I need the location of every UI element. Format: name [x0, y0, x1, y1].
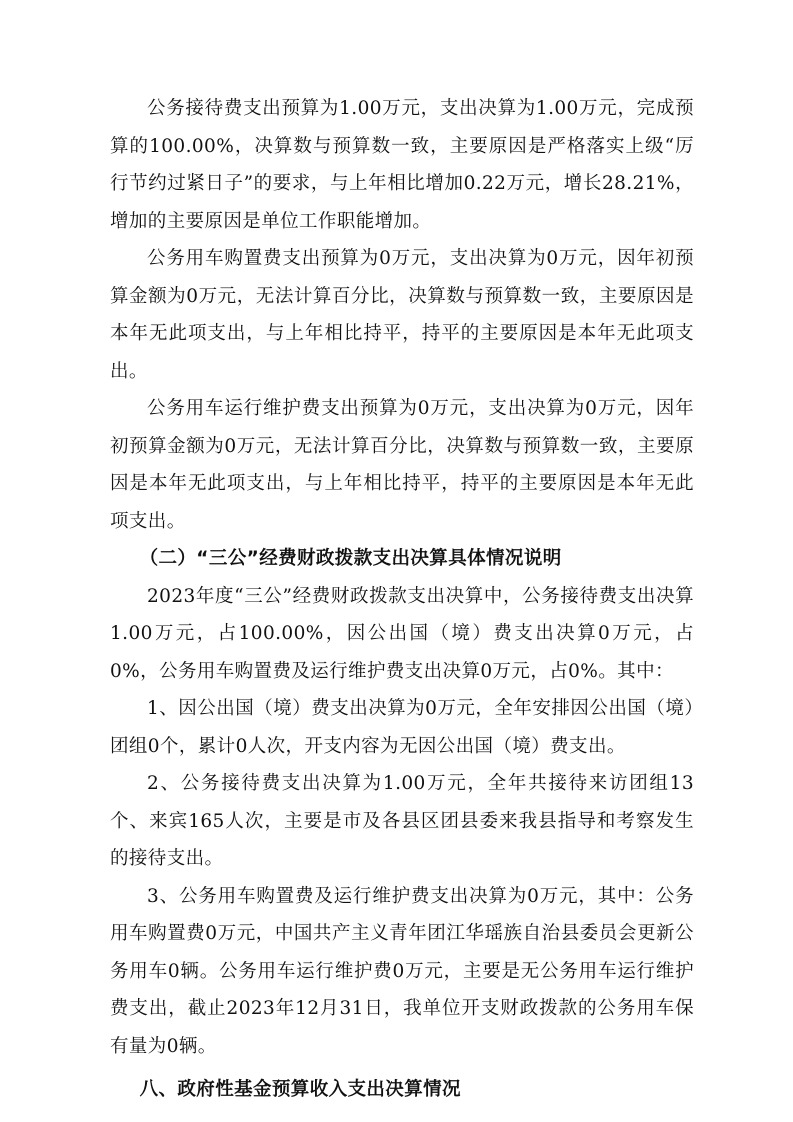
- paragraph-reception-detail: 2、公务接待费支出决算为1.00万元，全年共接待来访团组13个、来宾165人次，主要是市及各县区团县委来我县指导和考察发生的接待支出。: [110, 773, 694, 869]
- subheading-three-public-expenses: （二）“三公”经费财政拨款支出决算具体情况说明: [139, 548, 562, 569]
- paragraph-overseas-travel: 1、因公出国（境）费支出决算为0万元，全年安排因公出国（境）团组0个，累计0人次，开支内容为无因公出国（境）费支出。: [110, 698, 694, 757]
- paragraph-vehicle-maintenance: 公务用车运行维护费支出预算为0万元，支出决算为0万元，因年初预算金额为0万元，无法计算百分比，决算数与预算数一致，主要原因是本年无此项支出，与上年相比持平，持平的主要原因是本年无此项支出。: [110, 398, 694, 532]
- document-body: [110, 90, 694, 1109]
- section-heading-government-fund: 八、政府性基金预算收入支出决算情况: [139, 1079, 461, 1100]
- paragraph-vehicle-purchase: 公务用车购置费支出预算为0万元，支出决算为0万元，因年初预算金额为0万元，无法计算百分比，决算数与预算数一致，主要原因是本年无此项支出，与上年相比持平，持平的主要原因是本年无此项支出。: [110, 248, 694, 382]
- paragraph-vehicle-detail: 3、公务用车购置费及运行维护费支出决算为0万元，其中：公务用车购置费0万元，中国共产主义青年团江华瑶族自治县委员会更新公务用车0辆。公务用车运行维护费0万元，主要是无公务用车运行维护费支出，截止2023年12月31日，我单位开支财政拨款的公务用车保有量为0辆。: [110, 885, 694, 1057]
- paragraph-three-public-summary: 2023年度“三公”经费财政拨款支出决算中，公务接待费支出决算1.00万元，占100.00%，因公出国（境）费支出决算0万元，占0%，公务用车购置费及运行维护费支出决算0万元，占0%。其中：: [110, 585, 694, 682]
- paragraph-reception-expense: 公务接待费支出预算为1.00万元，支出决算为1.00万元，完成预算的100.00%，决算数与预算数一致，主要原因是严格落实上级“厉行节约过紧日子”的要求，与上年相比增加0.22万元，增长28.21%，增加的主要原因是单位工作职能增加。: [110, 98, 694, 232]
